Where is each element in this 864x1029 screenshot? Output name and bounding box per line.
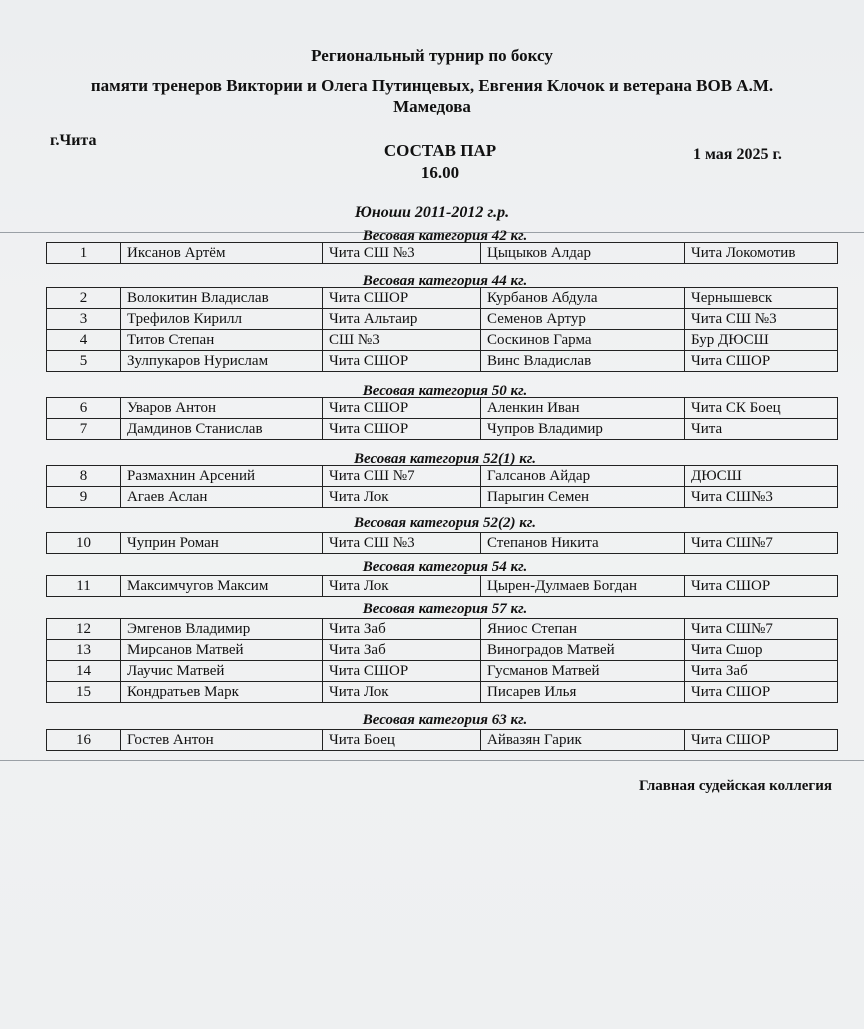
red-corner-club: Чита Заб bbox=[323, 640, 481, 661]
table-row bbox=[47, 330, 838, 351]
blue-corner-boxer: Степанов Никита bbox=[481, 533, 685, 554]
pairs-table bbox=[46, 729, 838, 751]
blue-corner-club: Бур ДЮСШ bbox=[685, 330, 838, 351]
blue-corner-boxer: Чупров Владимир bbox=[481, 419, 685, 440]
red-corner-boxer: Трефилов Кирилл bbox=[121, 309, 323, 330]
blue-corner-club: Чита СШОР bbox=[685, 682, 838, 703]
weight-category-label: Весовая категория 63 кг. bbox=[362, 712, 528, 728]
pair-number: 7 bbox=[47, 419, 121, 440]
blue-corner-club: ДЮСШ bbox=[685, 466, 838, 487]
blue-corner-boxer: Яниос Степан bbox=[481, 619, 685, 640]
red-corner-club: Чита Лок bbox=[323, 576, 481, 597]
tournament-dedication-cont: Мамедова bbox=[393, 97, 471, 116]
weight-category-label: Весовая категория 50 кг. bbox=[362, 383, 528, 399]
pair-number: 8 bbox=[47, 466, 121, 487]
blue-corner-boxer: Курбанов Абдула bbox=[481, 288, 685, 309]
blue-corner-club: Чита СК Боец bbox=[685, 398, 838, 419]
judges-panel: Главная судейская коллегия bbox=[638, 778, 832, 794]
red-corner-boxer: Эмгенов Владимир bbox=[121, 619, 323, 640]
blue-corner-boxer: Гусманов Матвей bbox=[481, 661, 685, 682]
pairs-table bbox=[46, 532, 838, 554]
red-corner-boxer: Лаучис Матвей bbox=[121, 661, 323, 682]
pair-number: 10 bbox=[47, 533, 121, 554]
blue-corner-boxer: Соскинов Гарма bbox=[481, 330, 685, 351]
blue-corner-club: Чита СШ№7 bbox=[685, 533, 838, 554]
pair-number: 12 bbox=[47, 619, 121, 640]
table-row bbox=[47, 533, 838, 554]
red-corner-boxer: Уваров Антон bbox=[121, 398, 323, 419]
table-row bbox=[47, 619, 838, 640]
blue-corner-club: Чита Заб bbox=[685, 661, 838, 682]
blue-corner-boxer: Парыгин Семен bbox=[481, 487, 685, 508]
start-time: 16.00 bbox=[420, 163, 460, 182]
pairs-table bbox=[46, 575, 838, 597]
table-row bbox=[47, 640, 838, 661]
blue-corner-club: Чита Сшор bbox=[685, 640, 838, 661]
blue-corner-boxer: Цырен-Дулмаев Богдан bbox=[481, 576, 685, 597]
pair-number: 2 bbox=[47, 288, 121, 309]
table-row bbox=[47, 243, 838, 264]
red-corner-club: СШ №3 bbox=[323, 330, 481, 351]
divider bbox=[0, 760, 864, 761]
table-row bbox=[47, 576, 838, 597]
pair-number: 1 bbox=[47, 243, 121, 264]
blue-corner-boxer: Айвазян Гарик bbox=[481, 730, 685, 751]
blue-corner-club: Чита Локомотив bbox=[685, 243, 838, 264]
blue-corner-boxer: Винс Владислав bbox=[481, 351, 685, 372]
blue-corner-club: Чита СШ №3 bbox=[685, 309, 838, 330]
weight-category-label: Весовая категория 42 кг. bbox=[362, 228, 528, 244]
weight-category-label: Весовая категория 57 кг. bbox=[362, 601, 528, 617]
red-corner-boxer: Максимчугов Максим bbox=[121, 576, 323, 597]
age-group: Юноши 2011-2012 г.р. bbox=[354, 204, 510, 221]
city: г.Чита bbox=[50, 132, 97, 149]
red-corner-club: Чита СШОР bbox=[323, 288, 481, 309]
red-corner-club: Чита СШ №7 bbox=[323, 466, 481, 487]
red-corner-boxer: Агаев Аслан bbox=[121, 487, 323, 508]
pair-number: 15 bbox=[47, 682, 121, 703]
blue-corner-club: Чита СШ№7 bbox=[685, 619, 838, 640]
red-corner-club: Чита Заб bbox=[323, 619, 481, 640]
blue-corner-club: Чита СШОР bbox=[685, 576, 838, 597]
pairs-table bbox=[46, 242, 838, 264]
red-corner-club: Чита Боец bbox=[323, 730, 481, 751]
weight-category-label: Весовая категория 52(1) кг. bbox=[354, 451, 536, 467]
red-corner-boxer: Мирсанов Матвей bbox=[121, 640, 323, 661]
doc-heading bbox=[340, 140, 540, 184]
pair-number: 16 bbox=[47, 730, 121, 751]
pair-number: 13 bbox=[47, 640, 121, 661]
table-row bbox=[47, 351, 838, 372]
table-row bbox=[47, 288, 838, 309]
table-row bbox=[47, 419, 838, 440]
table-row bbox=[47, 487, 838, 508]
table-row bbox=[47, 682, 838, 703]
red-corner-boxer: Титов Степан bbox=[121, 330, 323, 351]
table-row bbox=[47, 309, 838, 330]
blue-corner-boxer: Галсанов Айдар bbox=[481, 466, 685, 487]
table-row bbox=[47, 398, 838, 419]
doc-title: СОСТАВ ПАР bbox=[383, 141, 497, 160]
weight-category-label: Весовая категория 52(2) кг. bbox=[354, 515, 536, 531]
red-corner-club: Чита Альтаир bbox=[323, 309, 481, 330]
red-corner-boxer: Иксанов Артём bbox=[121, 243, 323, 264]
pair-number: 6 bbox=[47, 398, 121, 419]
red-corner-club: Чита Лок bbox=[323, 682, 481, 703]
weight-category-label: Весовая категория 44 кг. bbox=[362, 273, 528, 289]
red-corner-boxer: Волокитин Владислав bbox=[121, 288, 323, 309]
red-corner-club: Чита СШОР bbox=[323, 419, 481, 440]
blue-corner-club: Чернышевск bbox=[685, 288, 838, 309]
pair-number: 14 bbox=[47, 661, 121, 682]
event-date: 1 мая 2025 г. bbox=[693, 146, 782, 163]
red-corner-boxer: Гостев Антон bbox=[121, 730, 323, 751]
pairs-table bbox=[46, 287, 838, 372]
table-row bbox=[47, 466, 838, 487]
red-corner-club: Чита СШОР bbox=[323, 661, 481, 682]
weight-category-label: Весовая категория 54 кг. bbox=[362, 559, 528, 575]
pair-number: 9 bbox=[47, 487, 121, 508]
red-corner-club: Чита СШОР bbox=[323, 351, 481, 372]
tournament-title: Региональный турнир по боксу bbox=[311, 46, 553, 65]
red-corner-boxer: Кондратьев Марк bbox=[121, 682, 323, 703]
blue-corner-club: Чита bbox=[685, 419, 838, 440]
blue-corner-boxer: Семенов Артур bbox=[481, 309, 685, 330]
red-corner-boxer: Зулпукаров Нурислам bbox=[121, 351, 323, 372]
table-row bbox=[47, 661, 838, 682]
red-corner-boxer: Размахнин Арсений bbox=[121, 466, 323, 487]
table-row bbox=[47, 730, 838, 751]
blue-corner-boxer: Писарев Илья bbox=[481, 682, 685, 703]
pairs-table bbox=[46, 465, 838, 508]
pair-number: 3 bbox=[47, 309, 121, 330]
pair-number: 11 bbox=[47, 576, 121, 597]
pairs-table bbox=[46, 618, 838, 703]
red-corner-club: Чита СШ №3 bbox=[323, 243, 481, 264]
red-corner-club: Чита СШОР bbox=[323, 398, 481, 419]
red-corner-boxer: Чуприн Роман bbox=[121, 533, 323, 554]
pairs-table bbox=[46, 397, 838, 440]
pair-number: 4 bbox=[47, 330, 121, 351]
red-corner-club: Чита СШ №3 bbox=[323, 533, 481, 554]
blue-corner-boxer: Виноградов Матвей bbox=[481, 640, 685, 661]
blue-corner-club: Чита СШОР bbox=[685, 730, 838, 751]
blue-corner-club: Чита СШ№3 bbox=[685, 487, 838, 508]
blue-corner-club: Чита СШОР bbox=[685, 351, 838, 372]
red-corner-boxer: Дамдинов Станислав bbox=[121, 419, 323, 440]
blue-corner-boxer: Цыцыков Алдар bbox=[481, 243, 685, 264]
tournament-dedication: памяти тренеров Виктории и Олега Путинцевых, Евгения Клочок и ветерана ВОВ А.М. bbox=[90, 76, 774, 95]
red-corner-club: Чита Лок bbox=[323, 487, 481, 508]
pair-number: 5 bbox=[47, 351, 121, 372]
blue-corner-boxer: Аленкин Иван bbox=[481, 398, 685, 419]
